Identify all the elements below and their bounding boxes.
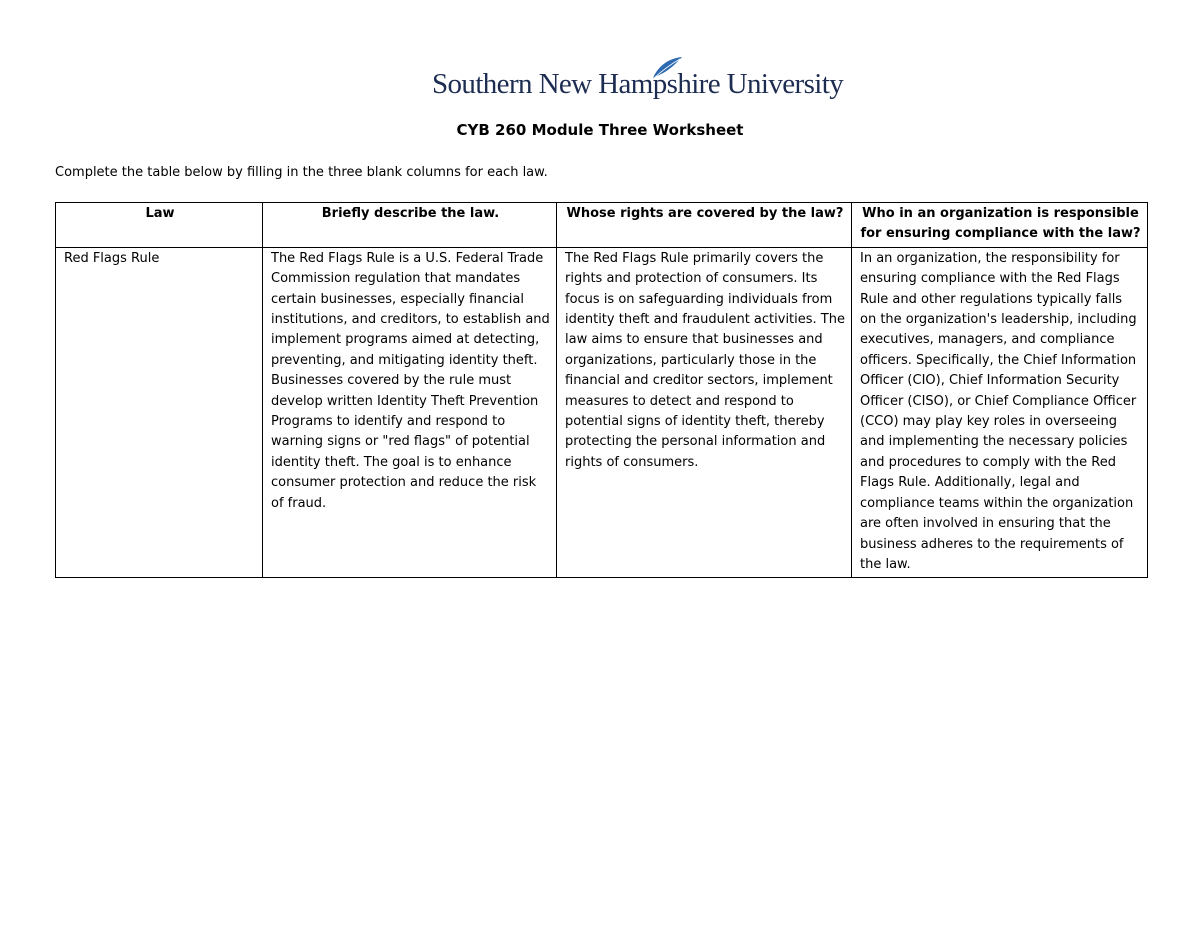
cell-rights: The Red Flags Rule primarily covers the rights and protection of consumers. Its focus is on safeguarding individuals from identity theft and fraudulent activities. The law aims to ensure that businesses and organizations, particularly those in the financial and creditor sectors, implement measures to detect and respond to potential signs of identity theft, thereby protecting the personal information and rights of consumers.: [557, 247, 852, 578]
table-header-row: [56, 203, 1148, 248]
university-logo: [432, 56, 844, 106]
instructions-text: Complete the table below by filling in the three blank columns for each law.: [55, 165, 548, 180]
header-responsible: Who in an organization is responsible for ensuring compliance with the law?: [852, 203, 1148, 248]
logo-wordmark: Southern New Hampshire University: [432, 68, 844, 100]
cell-law: Red Flags Rule: [56, 247, 263, 578]
header-description: Briefly describe the law.: [263, 203, 557, 248]
page-title: CYB 260 Module Three Worksheet: [456, 121, 744, 139]
cell-responsible: In an organization, the responsibility for ensuring compliance with the Red Flags Rule and other regulations typically falls on the organization's leadership, including executives, managers, and compliance officers. Specifically, the Chief Information Officer (CIO), Chief Information Security Officer (CISO), or Chief Compliance Officer (CCO) may play key roles in overseeing and implementing the necessary policies and procedures to comply with the Red Flags Rule. Additionally, legal and compliance teams within the organization are often involved in ensuring that the business adheres to the requirements of the law.: [852, 247, 1148, 578]
cell-description: The Red Flags Rule is a U.S. Federal Trade Commission regulation that mandates certain businesses, especially financial institutions, and creditors, to establish and implement programs aimed at detecting, preventing, and mitigating identity theft. Businesses covered by the rule must develop written Identity Theft Prevention Programs to identify and respond to warning signs or "red flags" of potential identity theft. The goal is to enhance consumer protection and reduce the risk of fraud.: [263, 247, 557, 578]
table-row: [56, 247, 1148, 578]
law-table: [55, 202, 1148, 578]
header-rights: Whose rights are covered by the law?: [557, 203, 852, 248]
header-law: Law: [56, 203, 263, 248]
